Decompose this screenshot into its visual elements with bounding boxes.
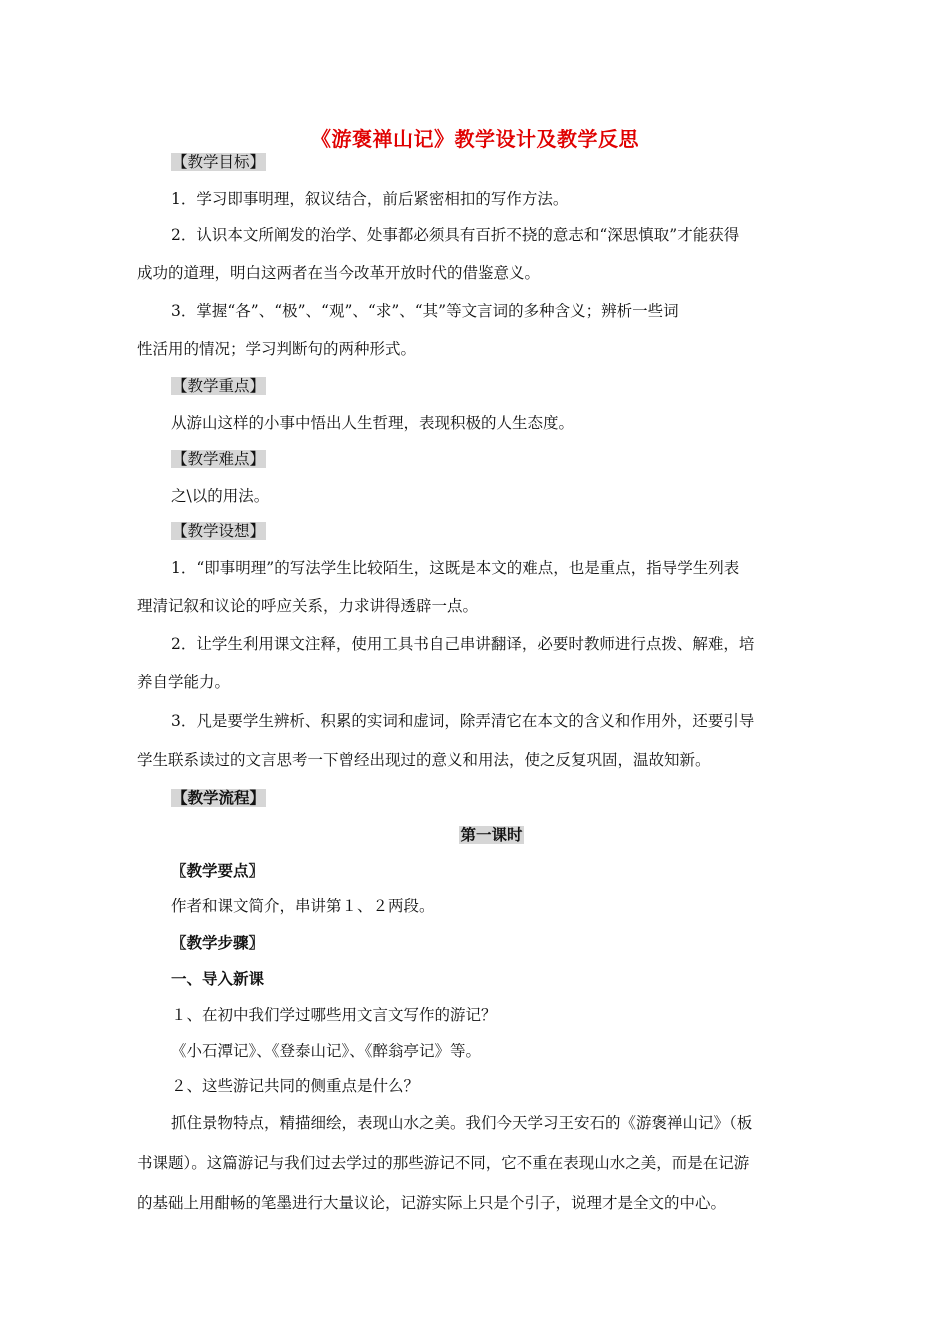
lesson-1-heading: 第一课时 [460, 826, 523, 844]
goal-1: 1．学习即事明理，叙议结合，前后紧密相扣的写作方法。 [171, 190, 569, 208]
concept-3-line-2: 学生联系读过的文言思考一下曾经出现过的意义和用法，使之反复巩固，温故知新。 [137, 751, 711, 769]
difficulty-text: 之\以的用法。 [171, 487, 270, 505]
points-text: 作者和课文简介，串讲第１、２两段。 [171, 897, 435, 915]
steps-heading: 〖教学步骤〗 [171, 934, 265, 952]
key-heading: 【教学重点】 [172, 377, 266, 395]
goal-3-line-1: 3．掌握“各”、“极”、“观”、“求”、“其”等文言词的多种含义；辨析一些词 [171, 302, 679, 320]
step-1-answer-2-line-2: 书课题）。这篇游记与我们过去学过的那些游记不同，它不重在表现山水之美，而是在记游 [137, 1154, 750, 1172]
flow-heading: 【教学流程】 [172, 789, 266, 807]
concept-2-line-2: 养自学能力。 [137, 673, 231, 691]
concept-1-line-2: 理清记叙和议论的呼应关系，力求讲得透辟一点。 [137, 597, 479, 615]
concept-3-line-1: 3．凡是要学生辨析、积累的实词和虚词，除弄清它在本文的含义和作用外，还要引导 [171, 712, 755, 730]
step-1-question-2: ２、这些游记共同的侧重点是什么？ [171, 1077, 420, 1095]
concept-heading: 【教学设想】 [172, 522, 266, 540]
step-1-question-1: １、在初中我们学过哪些用文言文写作的游记？ [171, 1006, 497, 1024]
points-heading: 〖教学要点〗 [171, 862, 265, 880]
goal-2-line-2: 成功的道理，明白这两者在当今改革开放时代的借鉴意义。 [137, 264, 541, 282]
step-1-answer-2-line-1: 抓住景物特点，精描细绘，表现山水之美。我们今天学习王安石的《游褒禅山记》（板 [171, 1114, 753, 1132]
concept-1-line-1: 1．“即事明理”的写法学生比较陌生，这既是本文的难点，也是重点，指导学生列表 [171, 559, 740, 577]
key-text: 从游山这样的小事中悟出人生哲理，表现积极的人生态度。 [171, 414, 575, 432]
difficulty-heading: 【教学难点】 [172, 450, 266, 468]
goals-heading: 【教学目标】 [172, 153, 266, 171]
goal-3-line-2: 性活用的情况；学习判断句的两种形式。 [137, 340, 417, 358]
document-title: 《游褒禅山记》教学设计及教学反思 [311, 127, 639, 151]
step-1-answer-1: 《小石潭记》、《登泰山记》、《醉翁亭记》等。 [171, 1042, 482, 1060]
step-1-heading: 一、导入新课 [171, 970, 265, 988]
step-1-answer-2-line-3: 的基础上用酣畅的笔墨进行大量议论，记游实际上只是个引子，说理才是全文的中心。 [137, 1194, 727, 1212]
concept-2-line-1: 2．让学生利用课文注释，使用工具书自己串讲翻译，必要时教师进行点拨、解难，培 [171, 635, 755, 653]
goal-2-line-1: 2．认识本文所阐发的治学、处事都必须具有百折不挠的意志和“深思慎取”才能获得 [171, 226, 740, 244]
